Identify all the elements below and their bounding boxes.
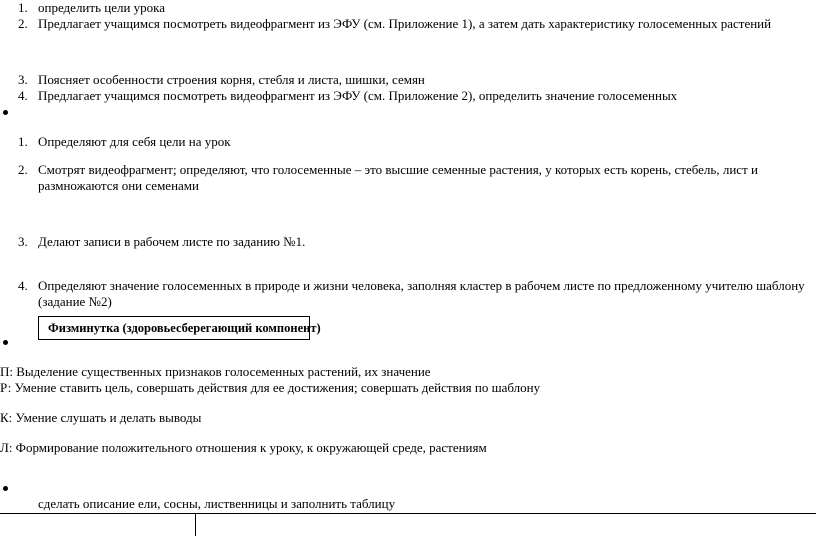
bullet-icon: [3, 340, 8, 345]
competency-p: П: Выделение существенных признаков голосеменных растений, их значение: [0, 364, 431, 379]
table-border-top: [0, 513, 816, 514]
break-box: Физминутка (здоровьесберегающий компонент): [38, 316, 310, 340]
student-step-1-number: 1.: [18, 134, 28, 149]
student-step-4-number: 4.: [18, 278, 28, 293]
competency-l: Л: Формирование положительного отношения к уроку, к окружающей среде, растениям: [0, 440, 487, 455]
bullet-icon: [3, 110, 8, 115]
student-step-1-text: Определяют для себя цели на урок: [38, 134, 231, 149]
teacher-step-4-number: 4.: [18, 88, 28, 103]
student-step-2-number: 2.: [18, 162, 28, 177]
teacher-step-1-text: определить цели урока: [38, 0, 166, 15]
teacher-step-1-number: 1.: [18, 0, 28, 15]
teacher-step-2-text: Предлагает учащимся посмотреть видеофрагмент из ЭФУ (см. Приложение 1), а затем дать характеристику голосеменных растений: [38, 16, 772, 31]
teacher-step-3-number: 3.: [18, 72, 28, 87]
competency-r: Р: Умение ставить цель, совершать действия для ее достижения; совершать действия по шаблону: [0, 380, 541, 395]
student-step-2-line2: размножаются они семенами: [38, 178, 199, 193]
student-step-4-line2: (задание №2): [38, 294, 112, 309]
teacher-step-4-text: Предлагает учащимся посмотреть видеофрагмент из ЭФУ (см. Приложение 2), определить значение голосеменных: [38, 88, 678, 103]
student-step-3-number: 3.: [18, 234, 28, 249]
competency-k: К: Умение слушать и делать выводы: [0, 410, 202, 425]
student-step-2-line1: Смотрят видеофрагмент; определяют, что голосеменные – это высшие семенные растения, у которых есть корень, стебель, лист и: [38, 162, 758, 177]
homework-text: сделать описание ели, сосны, лиственницы и заполнить таблицу: [38, 496, 396, 511]
teacher-step-3-text: Поясняет особенности строения корня, стебля и листа, шишки, семян: [38, 72, 425, 87]
bullet-icon: [3, 486, 8, 491]
table-column-divider: [195, 513, 196, 536]
student-step-3-text: Делают записи в рабочем листе по заданию №1.: [38, 234, 306, 249]
teacher-step-2-number: 2.: [18, 16, 28, 31]
student-step-4-line1: Определяют значение голосеменных в природе и жизни человека, заполняя кластер в рабочем листе по предложенному учителю шаблону: [38, 278, 805, 293]
